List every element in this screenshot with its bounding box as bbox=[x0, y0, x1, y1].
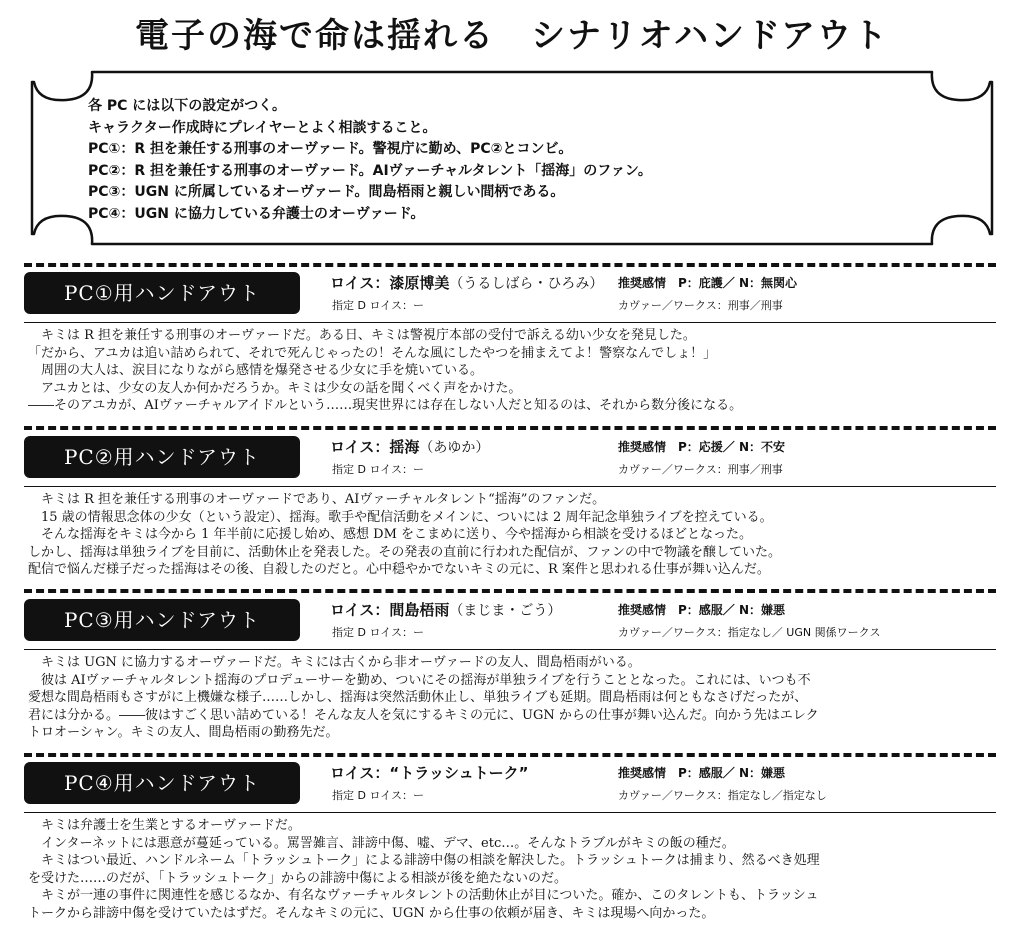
cover-works: カヴァー／ワークス：指定なし／指定なし bbox=[618, 789, 827, 802]
handout-banner: PC③用ハンドアウト bbox=[24, 599, 300, 641]
body-line: 配信で悩んだ様子だった揺海はその後、自殺したのだと。心中穏やかでないキミの元に、R 案件と思われる仕事が舞い込んだ。 bbox=[28, 562, 770, 577]
recommended-feeling: 推奨感情 P：応援／ N：不安 bbox=[618, 440, 786, 454]
section-rule bbox=[24, 649, 996, 650]
intro-line: PC④：UGN に協力している弁護士のオーヴァード。 bbox=[88, 205, 425, 222]
intro-line: PC③：UGN に所属しているオーヴァード。間島梧雨と親しい間柄である。 bbox=[88, 184, 565, 200]
page-title: 電子の海で命は揺れる シナリオハンドアウト bbox=[135, 16, 889, 56]
section-rule bbox=[24, 322, 996, 323]
body-line: キミは R 担を兼任する刑事のオーヴァードであり、AIヴァーチャルタレント“揺海”のファンだ。 bbox=[28, 492, 606, 507]
section-rule bbox=[24, 812, 996, 813]
handout-banner: PC①用ハンドアウト bbox=[24, 272, 300, 314]
intro-line: キャラクター作成時にプレイヤーとよく相談すること。 bbox=[88, 119, 437, 136]
designated-d-lois: 指定 D ロイス：ー bbox=[332, 463, 425, 476]
recommended-feeling: 推奨感情 P：庇護／ N：無関心 bbox=[618, 276, 798, 290]
body-line: トロオーシャン。キミの友人、間島梧雨の勤務先だ。 bbox=[28, 725, 339, 740]
handout-body bbox=[28, 491, 996, 579]
lois-name bbox=[330, 762, 529, 785]
designated-d-lois: 指定 D ロイス：ー bbox=[332, 626, 425, 639]
body-line: 「だから、アユカは追い詰められて、それで死んじゃったの！そんな風にしたやつを捕まえてよ！警察なんでしょ！」 bbox=[28, 345, 717, 361]
dashed-divider bbox=[24, 589, 996, 593]
lois-reading: （まじま・ごう） bbox=[449, 603, 562, 619]
body-line: 彼は AIヴァーチャルタレント揺海のプロデューサーを勤め、ついにその揺海が単独ライブを行うこととなった。これには、いつも不 bbox=[28, 672, 811, 688]
lois-name bbox=[330, 436, 489, 459]
intro-line: PC①：R 担を兼任する刑事のオーヴァード。警視庁に勤め、PC②とコンビ。 bbox=[88, 141, 573, 157]
designated-d-lois: 指定 D ロイス：ー bbox=[332, 789, 425, 802]
cover-works: カヴァー／ワークス：刑事／刑事 bbox=[618, 463, 783, 476]
dashed-divider bbox=[24, 263, 996, 267]
lois-label: ロイス：漆原博美 bbox=[330, 274, 450, 292]
body-line: キミが一連の事件に関連性を感じるなか、有名なヴァーチャルタレントの活動休止が目についた。確か、このタレントも、トラッシュ bbox=[28, 888, 819, 903]
body-line: キミは UGN に協力するオーヴァードだ。キミには古くから非オーヴァードの友人、間島梧雨がいる。 bbox=[28, 655, 641, 670]
handout-body bbox=[28, 327, 996, 415]
cover-works: カヴァー／ワークス：指定なし／ UGN 関係ワークス bbox=[618, 626, 881, 639]
body-line: しかし、揺海は単独ライブを目前に、活動休止を発表した。その発表の直前に行われた配信が、ファンの中で物議を醸していた。 bbox=[28, 544, 781, 560]
recommended-feeling: 推奨感情 P：感服／ N：嫌悪 bbox=[618, 766, 786, 780]
lois-reading: （うるしばら・ひろみ） bbox=[449, 276, 604, 292]
lois-label: ロイス：揺海 bbox=[330, 438, 420, 456]
cover-works: カヴァー／ワークス：刑事／刑事 bbox=[618, 299, 783, 312]
body-line: を受けた……のだが、「トラッシュトーク」からの誹謗中傷による相談が後を絶たないのだ。 bbox=[28, 870, 567, 886]
handout-banner: PC④用ハンドアウト bbox=[24, 762, 300, 804]
body-line: 愛想な間島梧雨もさすがに上機嫌な様子……しかし、揺海は突然活動休止し、単独ライブも延期。間島梧雨は何ともなさげだったが、 bbox=[28, 690, 808, 705]
body-line: トークから誹謗中傷を受けていたはずだ。そんなキミの元に、UGN から仕事の依頼が届き、キミは現場へ向かった。 bbox=[28, 905, 715, 921]
lois-label: ロイス：間島梧雨 bbox=[330, 601, 450, 619]
body-line: 君には分かる。――彼はすごく思い詰めている！そんな友人を気にするキミの元に、UGN からの仕事が舞い込んだ。向かう先はエレク bbox=[28, 707, 819, 723]
lois-name bbox=[330, 599, 561, 622]
lois-label: ロイス：“トラッシュトーク” bbox=[330, 764, 529, 782]
section-rule bbox=[24, 486, 996, 487]
recommended-feeling: 推奨感情 P：感服／ N：嫌悪 bbox=[618, 603, 786, 617]
lois-name bbox=[330, 272, 603, 295]
designated-d-lois: 指定 D ロイス：ー bbox=[332, 299, 425, 312]
body-line: インターネットには悪意が蔓延っている。罵詈雑言、誹謗中傷、嘘、デマ、etc…。そんなトラブルがキミの飯の種だ。 bbox=[28, 835, 735, 851]
body-line: アユカとは、少女の友人か何かだろうか。キミは少女の話を聞くべく声をかけた。 bbox=[28, 380, 522, 396]
body-line: キミは R 担を兼任する刑事のオーヴァードだ。ある日、キミは警視庁本部の受付で訴える幼い少女を発見した。 bbox=[28, 328, 696, 343]
dashed-divider bbox=[24, 753, 996, 757]
dashed-divider bbox=[24, 426, 996, 430]
lois-reading: （あゆか） bbox=[419, 440, 490, 456]
intro-line: 各 PC には以下の設定がつく。 bbox=[88, 98, 287, 114]
handout-body bbox=[28, 654, 996, 742]
handout-body bbox=[28, 817, 996, 922]
body-line: ――そのアユカが、AIヴァーチャルアイドルという……現実世界には存在しない人だと知るのは、それから数分後になる。 bbox=[28, 398, 743, 413]
intro-text bbox=[88, 96, 948, 225]
handout-banner: PC②用ハンドアウト bbox=[24, 436, 300, 478]
body-line: そんな揺海をキミは今から 1 年半前に応援し始め、感想 DM をこまめに送り、今や揺海から相談を受けるほどとなった。 bbox=[28, 527, 753, 542]
intro-line: PC②：R 担を兼任する刑事のオーヴァード。AIヴァーチャルタレント「揺海」のファン。 bbox=[88, 162, 652, 179]
body-line: 周囲の大人は、涙目になりながら感情を爆発させる少女に手を焼いている。 bbox=[28, 363, 484, 378]
body-line: キミは弁護士を生業とするオーヴァードだ。 bbox=[28, 818, 301, 833]
body-line: キミはつい最近、ハンドルネーム「トラッシュトーク」による誹謗中傷の相談を解決した。トラッシュトークは捕まり、然るべき処理 bbox=[28, 853, 820, 868]
body-line: 15 歳の情報思念体の少女（という設定）、揺海。歌手や配信活動をメインに、ついには 2 周年記念単独ライブを控えている。 bbox=[28, 509, 773, 525]
